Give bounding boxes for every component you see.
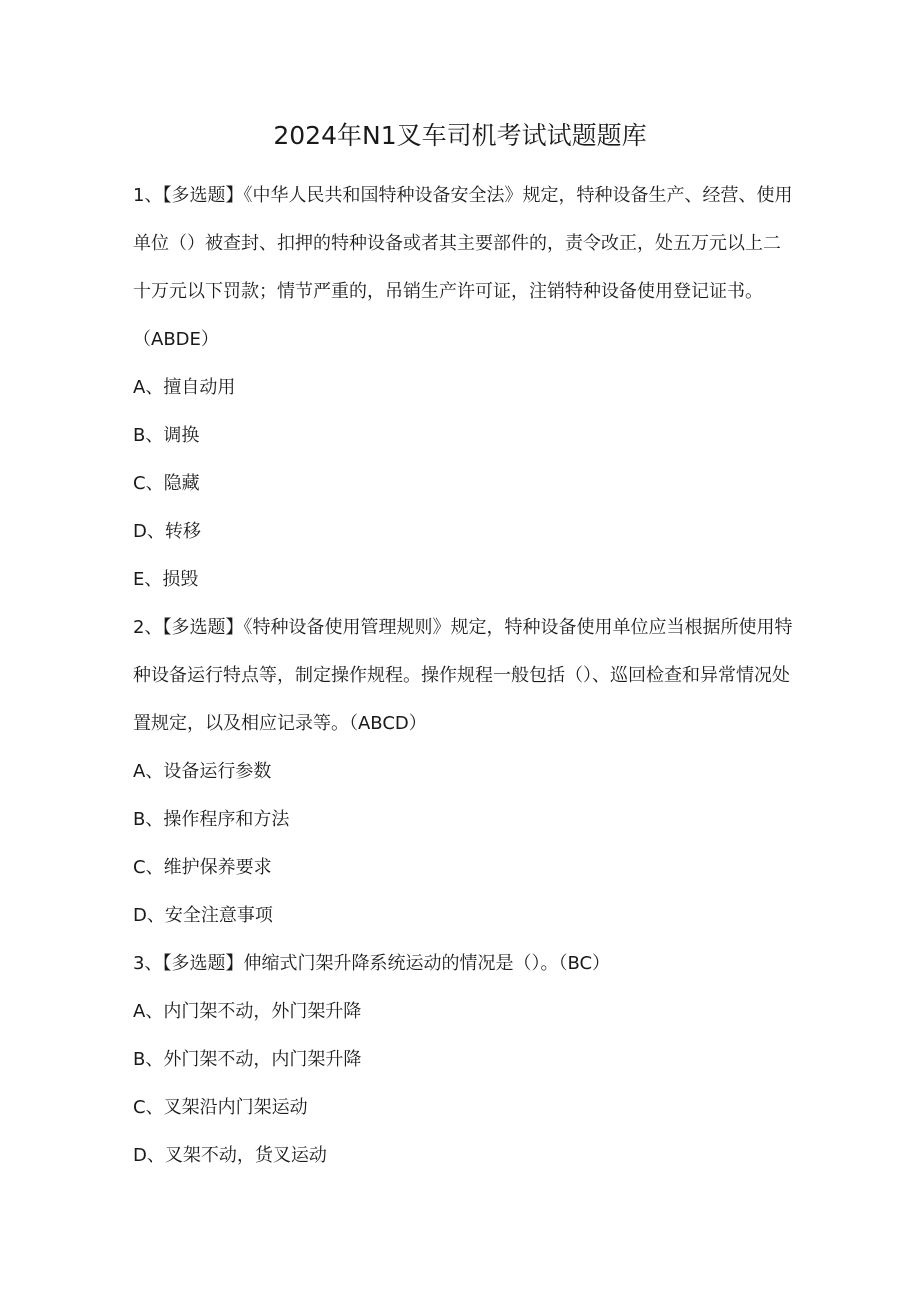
option-b: B、外门架不动，内门架升降 bbox=[133, 1049, 362, 1070]
option-c: C、隐藏 bbox=[133, 473, 200, 494]
option-e: E、损毁 bbox=[133, 569, 199, 590]
question-text: 1、【多选题】《中华人民共和国特种设备安全法》规定，特种设备生产、经营、使用单位（）被查封、扣押的特种设备或者其主要部件的，责令改正，处五万元以上二十万元以下罚款；情节严重的，吊销生产许可证，注销特种设备使用登记证书。（ABDE） bbox=[133, 185, 793, 350]
option-d: D、叉架不动，货叉运动 bbox=[133, 1145, 327, 1166]
option-c: C、叉架沿内门架运动 bbox=[133, 1097, 308, 1118]
document-title: 2024年N1叉车司机考试试题题库 bbox=[273, 121, 647, 150]
option-d: D、安全注意事项 bbox=[133, 905, 273, 926]
question-1 bbox=[133, 172, 793, 604]
option-b: B、操作程序和方法 bbox=[133, 809, 290, 830]
option-c: C、维护保养要求 bbox=[133, 857, 272, 878]
question-2 bbox=[133, 604, 793, 940]
option-a: A、设备运行参数 bbox=[133, 761, 272, 782]
option-a: A、擅自动用 bbox=[133, 377, 236, 398]
option-a: A、内门架不动，外门架升降 bbox=[133, 1001, 362, 1022]
option-b: B、调换 bbox=[133, 425, 200, 446]
question-list bbox=[133, 172, 793, 1180]
option-d: D、转移 bbox=[133, 521, 201, 542]
question-text: 3、【多选题】伸缩式门架升降系统运动的情况是（）。（BC） bbox=[133, 953, 611, 974]
question-3 bbox=[133, 940, 793, 1180]
question-text: 2、【多选题】《特种设备使用管理规则》规定，特种设备使用单位应当根据所使用特种设备运行特点等，制定操作规程。操作规程一般包括（）、巡回检查和异常情况处置规定，以及相应记录等。（ABCD） bbox=[133, 617, 793, 734]
